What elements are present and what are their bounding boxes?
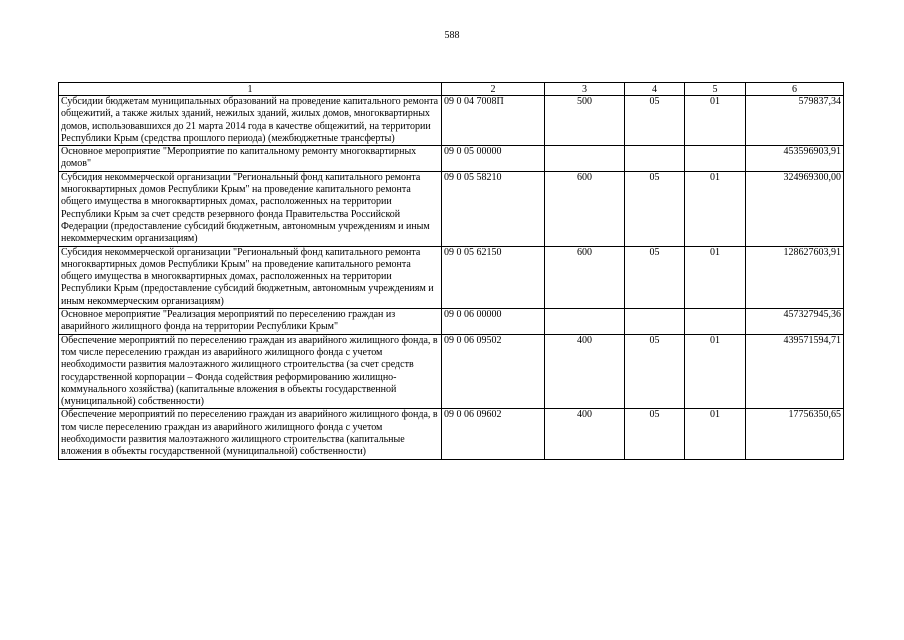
row-sum: 128627603,91 (746, 246, 844, 308)
row-subsection: 01 (685, 96, 746, 146)
column-header: 1 (59, 83, 442, 96)
row-expense-type: 400 (545, 334, 625, 409)
row-sum: 324969300,00 (746, 171, 844, 246)
table-row (59, 146, 844, 172)
row-section: 05 (625, 246, 685, 308)
row-subsection: 01 (685, 246, 746, 308)
table-row (59, 96, 844, 146)
table-row (59, 246, 844, 308)
row-expense-type (545, 309, 625, 335)
table-row (59, 409, 844, 459)
row-subsection (685, 146, 746, 172)
table-row (59, 334, 844, 409)
row-section: 05 (625, 171, 685, 246)
row-sum: 457327945,36 (746, 309, 844, 335)
row-section (625, 309, 685, 335)
row-sum: 439571594,71 (746, 334, 844, 409)
row-code: 09 0 05 58210 (442, 171, 545, 246)
row-sum: 17756350,65 (746, 409, 844, 459)
table-row (59, 171, 844, 246)
row-sum: 579837,34 (746, 96, 844, 146)
page-number: 588 (444, 30, 460, 41)
row-subsection: 01 (685, 334, 746, 409)
row-description: Основное мероприятие "Реализация мероприятий по переселению граждан из аварийного жилищного фонда на территории Республики Крым" (59, 309, 442, 335)
row-expense-type: 400 (545, 409, 625, 459)
row-section: 05 (625, 96, 685, 146)
row-code: 09 0 06 00000 (442, 309, 545, 335)
table-header-row (59, 83, 844, 96)
row-description: Обеспечение мероприятий по переселению граждан из аварийного жилищного фонда, в том числе переселению граждан из аварийного жилищного фонда с учетом необходимости развития малоэтажного жилищного строительства (за счет средств государственной корпорации – Фонда содействия реформированию жилищно-коммунального хозяйства) (капитальные вложения в объекты государственной (муниципальной) собственности) (59, 334, 442, 409)
row-section: 05 (625, 334, 685, 409)
row-code: 09 0 06 09602 (442, 409, 545, 459)
row-expense-type (545, 146, 625, 172)
row-code: 09 0 05 62150 (442, 246, 545, 308)
row-description: Основное мероприятие "Мероприятие по капитальному ремонту многоквартирных домов" (59, 146, 442, 172)
row-code: 09 0 05 00000 (442, 146, 545, 172)
row-subsection (685, 309, 746, 335)
column-header: 5 (685, 83, 746, 96)
row-subsection: 01 (685, 409, 746, 459)
column-header: 6 (746, 83, 844, 96)
table-row (59, 309, 844, 335)
row-section (625, 146, 685, 172)
row-section: 05 (625, 409, 685, 459)
column-header: 2 (442, 83, 545, 96)
row-subsection: 01 (685, 171, 746, 246)
row-expense-type: 600 (545, 246, 625, 308)
row-sum: 453596903,91 (746, 146, 844, 172)
row-expense-type: 500 (545, 96, 625, 146)
row-description: Обеспечение мероприятий по переселению граждан из аварийного жилищного фонда, в том числе переселению граждан из аварийного жилищного фонда с учетом необходимости развития малоэтажного жилищного строительства (капитальные вложения в объекты государственной (муниципальной) собственности) (59, 409, 442, 459)
row-code: 09 0 06 09502 (442, 334, 545, 409)
row-description: Субсидия некоммерческой организации "Региональный фонд капитального ремонта многоквартирных домов Республики Крым" на проведение капитального ремонта общего имущества в многоквартирных домах, расположенных на территории Республики Крым (предоставление субсидий бюджетным, автономным учреждениям и иным некоммерческим организациям) (59, 246, 442, 308)
row-description: Субсидия некоммерческой организации "Региональный фонд капитального ремонта многоквартирных домов Республики Крым" на проведение капитального ремонта общего имущества в многоквартирных домах, расположенных на территории Республики Крым за счет средств резервного фонда Правительства Российской Федерации (предоставление субсидий бюджетным, автономным учреждениям и иным некоммерческим организациям) (59, 171, 442, 246)
budget-table (58, 82, 844, 460)
row-expense-type: 600 (545, 171, 625, 246)
column-header: 3 (545, 83, 625, 96)
column-header: 4 (625, 83, 685, 96)
row-code: 09 0 04 7008П (442, 96, 545, 146)
row-description: Субсидии бюджетам муниципальных образований на проведение капитального ремонта общежитий, а также жилых зданий, нежилых зданий, жилых домов, многоквартирных домов, использовавшихся до 21 марта 2014 года в качестве общежитий, на территории Республики Крым (средства прошлого периода) (межбюджетные трансферты) (59, 96, 442, 146)
